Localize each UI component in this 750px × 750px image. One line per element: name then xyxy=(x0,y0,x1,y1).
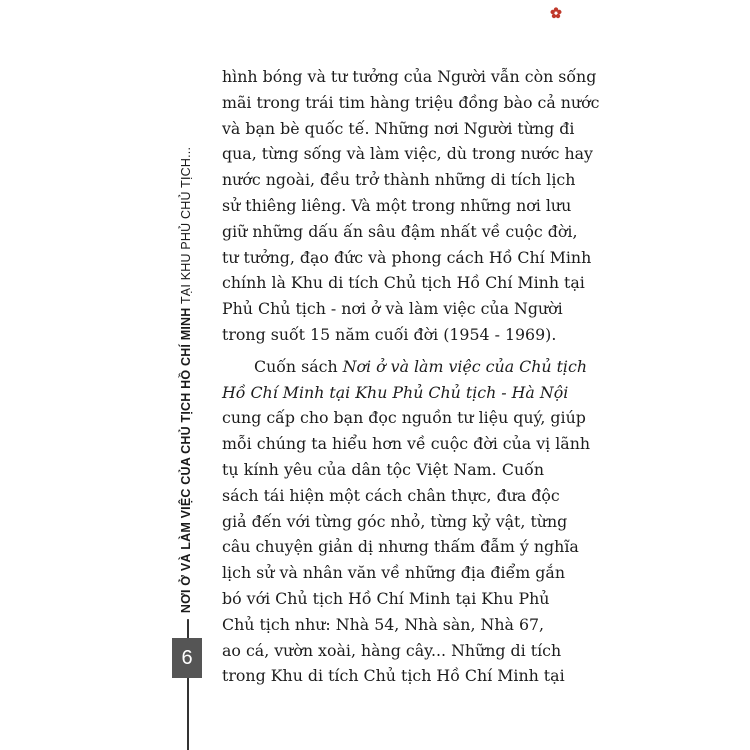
running-title xyxy=(179,141,193,619)
text-line: lịch sử và nhân văn về những địa điểm gắn xyxy=(222,563,565,583)
text-line: Phủ Chủ tịch - nơi ở và làm việc của Người xyxy=(222,299,563,319)
text-line: mỗi chúng ta hiểu hơn về cuộc đời của vị lãnh xyxy=(222,434,591,454)
running-title-bold: NƠI Ở VÀ LÀM VIỆC CỦA CHỦ TỊCH HỒ CHÍ MINH xyxy=(179,307,193,614)
text-line: câu chuyện giản dị nhưng thấm đẫm ý nghĩa xyxy=(222,537,579,557)
text-line: ao cá, vườn xoài, hàng cây... Những di tích xyxy=(222,640,562,660)
text-line xyxy=(222,354,588,380)
text-line: hình bóng và tư tưởng của Người vẫn còn sống xyxy=(222,67,597,86)
page-number xyxy=(172,638,202,678)
text-line: giả đến với từng góc nhỏ, từng kỷ vật, từng xyxy=(222,511,568,531)
red-flower-icon xyxy=(550,7,562,19)
text-line: Chủ tịch như: Nhà 54, Nhà sàn, Nhà 67, xyxy=(222,614,545,634)
text-line: bó với Chủ tịch Hồ Chí Minh tại Khu Phủ xyxy=(222,588,550,608)
text-line: qua, từng sống và làm việc, dù trong nước hay xyxy=(222,144,593,164)
text-line: sách tái hiện một cách chân thực, đưa độc xyxy=(222,485,560,505)
book-title-italic: Nơi ở và làm việc của Chủ tịch xyxy=(342,356,588,376)
running-title-light: TẠI KHU PHỦ CHỦ TỊCH... xyxy=(179,146,193,308)
text-line: trong Khu di tích Chủ tịch Hồ Chí Minh tại xyxy=(222,666,565,686)
text-line: giữ những dấu ấn sâu đậm nhất về cuộc đời, xyxy=(222,221,578,241)
text-line: tụ kính yêu của dân tộc Việt Nam. Cuốn xyxy=(222,459,544,479)
text-line: tư tưởng, đạo đức và phong cách Hồ Chí Minh xyxy=(222,247,592,267)
text-line: chính là Khu di tích Chủ tịch Hồ Chí Minh tại xyxy=(222,273,585,293)
text-line: sử thiêng liêng. Và một trong những nơi lưu xyxy=(222,195,572,215)
book-title-prefix: Cuốn sách xyxy=(254,356,343,376)
text-line: cung cấp cho bạn đọc nguồn tư liệu quý, giúp xyxy=(222,408,586,428)
text-line: trong suốt 15 năm cuối đời (1954 - 1969). xyxy=(222,324,557,344)
text-line: nước ngoài, đều trở thành những di tích lịch xyxy=(222,170,576,190)
page-number-text: 6 xyxy=(181,646,193,669)
body-text xyxy=(222,64,600,689)
book-title-italic-line: Hồ Chí Minh tại Khu Phủ Chủ tịch - Hà Nội xyxy=(222,382,569,402)
text-line: mãi trong trái tim hàng triệu đồng bào cả nước xyxy=(222,92,600,112)
text-line: và bạn bè quốc tế. Những nơi Người từng đi xyxy=(222,118,575,138)
